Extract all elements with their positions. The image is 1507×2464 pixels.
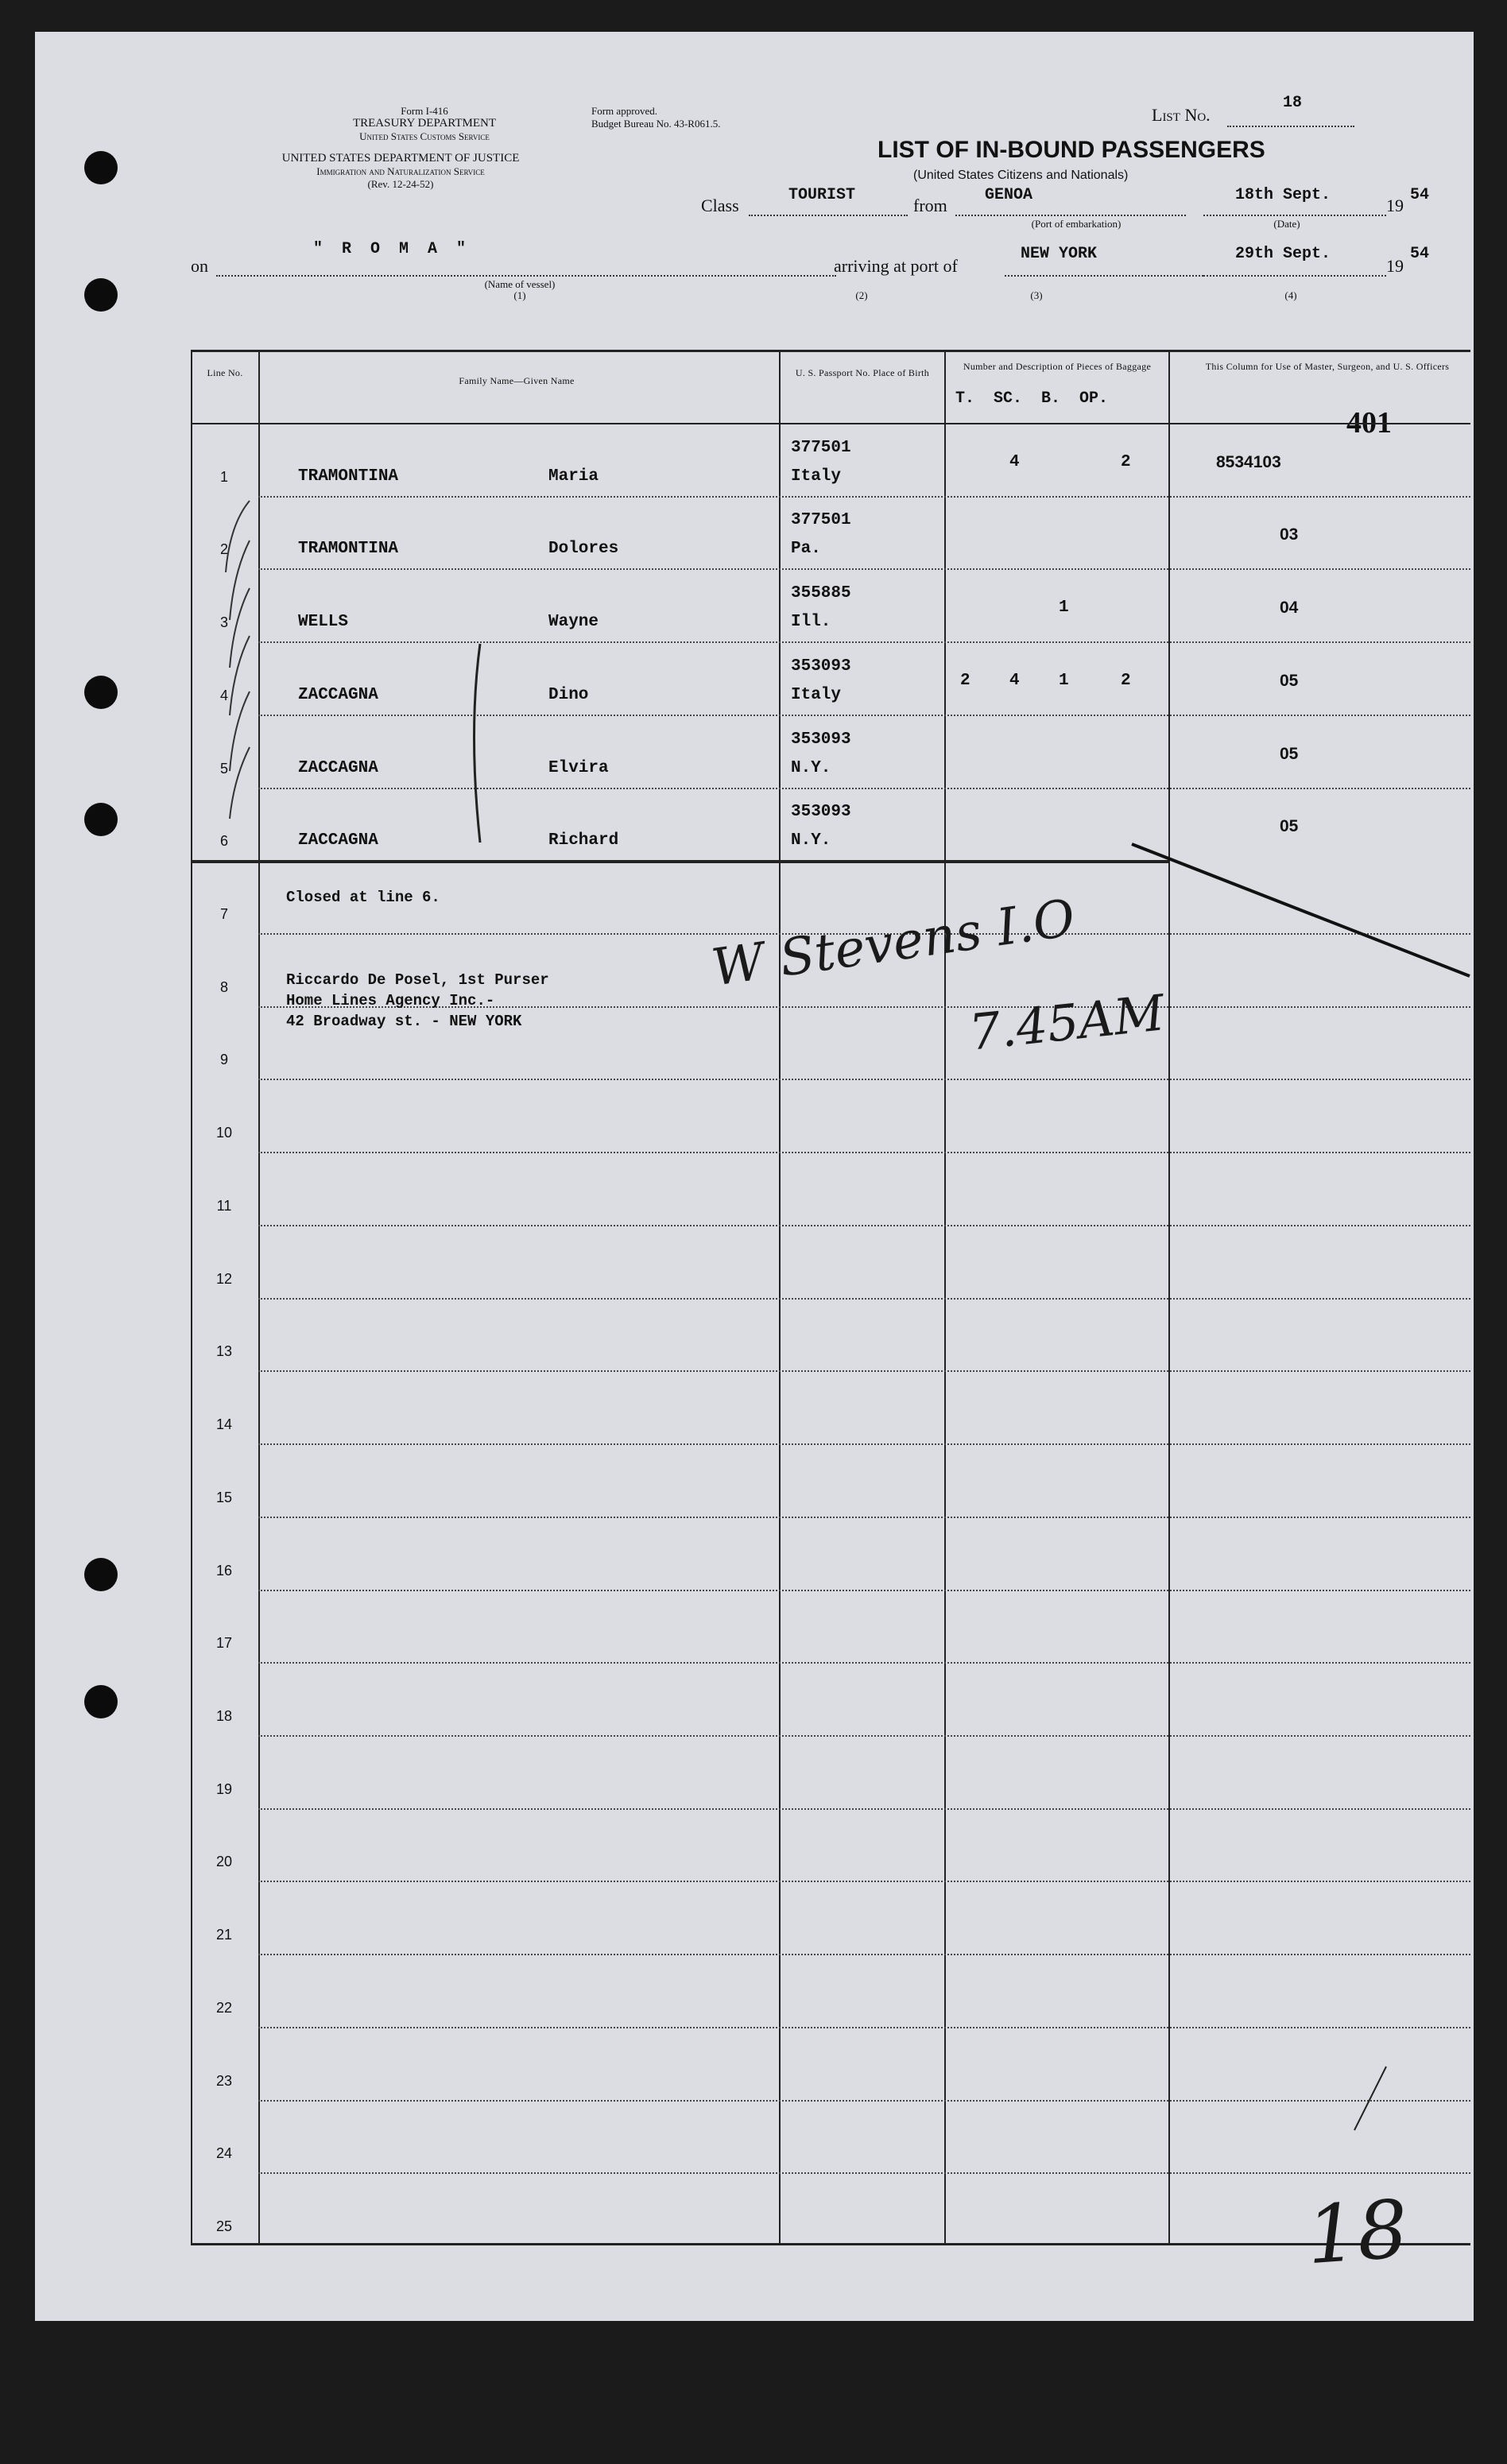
officer-code: 8534103	[1216, 452, 1281, 471]
col-head-baggage: Number and Description of Pieces of Baggage	[963, 361, 1152, 372]
agency-note: Home Lines Agency Inc.-	[286, 992, 495, 1010]
line-number: 5	[219, 760, 228, 777]
family-name: TRAMONTINA	[298, 467, 399, 486]
line-number: 17	[215, 1635, 233, 1652]
col-head-passport: U. S. Passport No. Place of Birth	[795, 367, 930, 378]
passport-number: 377501	[791, 511, 851, 530]
given-name: Maria	[548, 467, 599, 486]
signature: W Stevens I.O	[708, 889, 1079, 998]
line-number: 14	[215, 1416, 233, 1433]
arrival-time: 7.45AM	[966, 983, 1168, 1062]
stamp-number: 401	[1346, 406, 1392, 440]
place-of-birth: Italy	[791, 685, 842, 704]
baggage-sc: 4	[1009, 452, 1020, 471]
date-label: (Date)	[1273, 218, 1300, 230]
family-name: TRAMONTINA	[298, 540, 399, 559]
baggage-b: 1	[1059, 599, 1069, 618]
col-head-name: Family Name—Given Name	[459, 375, 575, 386]
place-of-birth: N.Y.	[791, 831, 831, 850]
line-number: 8	[219, 978, 228, 995]
col-head-line: Line No.	[207, 367, 243, 378]
officer-code: 05	[1280, 817, 1299, 836]
given-name: Dolores	[548, 540, 619, 559]
officer-code: 03	[1280, 525, 1299, 544]
arrival-date: 29th Sept.	[1235, 245, 1331, 263]
line-number: 20	[215, 1854, 233, 1870]
col-num-2: (2)	[855, 289, 868, 301]
passport-number: 353093	[791, 657, 851, 676]
list-no-label: List No.	[1152, 105, 1211, 125]
baggage-op: 2	[1121, 671, 1131, 690]
place-of-birth: N.Y.	[791, 758, 831, 777]
budget-bureau: Budget Bureau No. 43-R061.5.	[591, 118, 721, 130]
family-name: ZACCAGNA	[298, 758, 378, 777]
line-number: 7	[219, 906, 228, 923]
treasury-dept: TREASURY DEPARTMENT	[352, 117, 497, 130]
class-value: TOURIST	[788, 186, 856, 204]
customs-service: United States Customs Service	[359, 130, 490, 142]
departure-year: 54	[1410, 186, 1430, 204]
baggage-sc: 4	[1009, 671, 1020, 690]
line-number: 10	[215, 1125, 233, 1141]
line-number: 9	[219, 1052, 228, 1068]
baggage-t: 2	[960, 671, 970, 690]
closing-strokes	[35, 32, 1474, 2321]
officer-code: 05	[1280, 671, 1299, 690]
line-number: 13	[215, 1343, 233, 1360]
vessel-name: " R O M A "	[313, 240, 471, 258]
officer-code: 05	[1280, 744, 1299, 763]
passport-number: 353093	[791, 730, 851, 749]
form-title: LIST OF IN-BOUND PASSENGERS	[877, 137, 1265, 163]
list-no-value: 18	[1283, 94, 1303, 112]
justice-dept: UNITED STATES DEPARTMENT OF JUSTICE	[281, 152, 520, 165]
baggage-op: 2	[1121, 452, 1131, 471]
line-number: 18	[215, 1707, 233, 1724]
page-mark: 18	[1304, 2182, 1412, 2283]
line-number: 4	[219, 687, 228, 703]
line-number: 22	[215, 1999, 233, 2016]
from-label: from	[913, 196, 947, 215]
address-note: 42 Broadway st. - NEW YORK	[286, 1013, 522, 1031]
given-name: Elvira	[548, 758, 609, 777]
col-num-4: (4)	[1284, 289, 1297, 301]
on-label: on	[191, 256, 208, 276]
place-of-birth: Pa.	[791, 540, 821, 559]
line-number: 2	[219, 541, 228, 558]
line-number: 6	[219, 833, 228, 850]
col-num-1: (1)	[513, 289, 526, 301]
line-number: 1	[219, 468, 228, 485]
family-name: ZACCAGNA	[298, 685, 378, 704]
arriving-label: arriving at port of	[834, 256, 958, 276]
place-of-birth: Italy	[791, 467, 842, 486]
line-number: 12	[215, 1270, 233, 1287]
year-prefix-2: 19	[1386, 256, 1404, 276]
passport-number: 355885	[791, 584, 851, 603]
officer-code: 04	[1280, 599, 1299, 618]
family-name: ZACCAGNA	[298, 831, 378, 850]
purser-note: Riccardo De Posel, 1st Purser	[286, 971, 549, 990]
line-number: 15	[215, 1489, 233, 1505]
document-page	[35, 32, 1474, 2321]
arrival-port: NEW YORK	[1021, 245, 1098, 263]
line-number: 16	[215, 1562, 233, 1579]
embarkation-label: (Port of embarkation)	[1031, 218, 1122, 230]
given-name: Richard	[548, 831, 619, 850]
line-number: 23	[215, 2072, 233, 2089]
revision: (Rev. 12-24-52)	[367, 178, 434, 190]
line-number: 24	[215, 2145, 233, 2162]
baggage-b: 1	[1059, 671, 1069, 690]
family-name: WELLS	[298, 613, 349, 632]
closed-note: Closed at line 6.	[286, 889, 440, 907]
col-head-baggage-sub: T. SC. B. OP.	[955, 389, 1109, 408]
ins-service: Immigration and Naturalization Service	[316, 165, 485, 177]
line-number: 3	[219, 614, 228, 631]
form-number: Form I-416	[401, 105, 448, 117]
embarkation-port: GENOA	[985, 186, 1033, 204]
class-label: Class	[701, 196, 739, 215]
given-name: Dino	[548, 685, 589, 704]
col-num-3: (3)	[1030, 289, 1043, 301]
passport-number: 353093	[791, 803, 851, 822]
line-number: 25	[215, 2218, 233, 2234]
form-subtitle: (United States Citizens and Nationals)	[913, 169, 1129, 182]
year-prefix: 19	[1386, 196, 1404, 215]
vessel-label: (Name of vessel)	[484, 278, 556, 290]
line-number: 21	[215, 1927, 233, 1943]
place-of-birth: Ill.	[791, 613, 831, 632]
departure-date: 18th Sept.	[1235, 186, 1331, 204]
line-number: 19	[215, 1780, 233, 1797]
arrival-year: 54	[1410, 245, 1430, 263]
form-approved: Form approved.	[591, 105, 658, 117]
col-head-officers: This Column for Use of Master, Surgeon, and U. S. Officers	[1205, 361, 1450, 372]
line-number: 11	[216, 1197, 232, 1214]
given-name: Wayne	[548, 613, 599, 632]
passport-number: 377501	[791, 438, 851, 457]
